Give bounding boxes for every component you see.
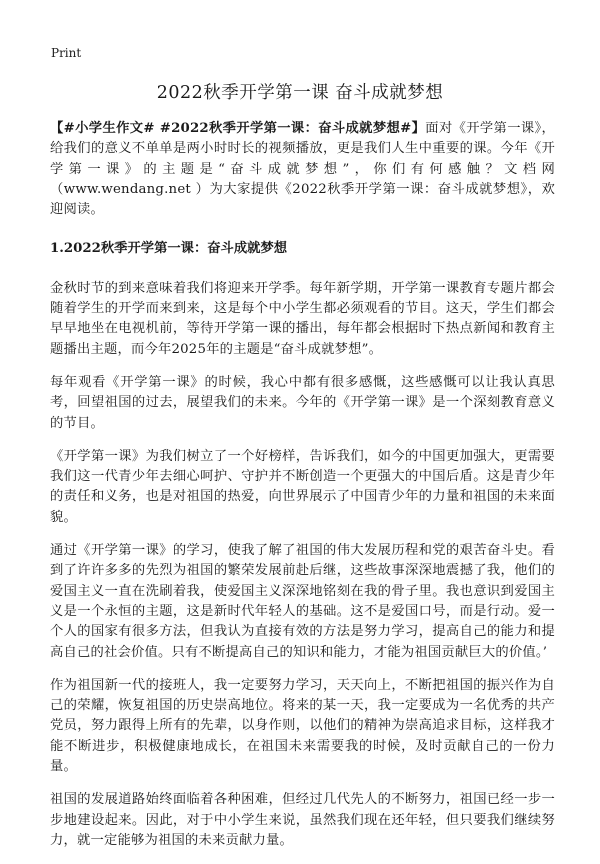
body-paragraph-5: 作为祖国新一代的接班人，我一定要努力学习，天天向上，不断把祖国的振兴作为自己的荣耀，恢复祖国的历史崇高地位。将来的某一天，我一定要成为一名优秀的共产党员，努力跟得上所有的先辈，以身作则，以他们的精神为崇高追求目标，这样我才能不断进步，积极健康地成长，在祖国未来需要我的时候，及时贡献自己的一份力量。 [50, 677, 555, 775]
section-heading: 1.2022秋季开学第一课：奋斗成就梦想 [50, 241, 288, 257]
intro-text: 面对《开学第一课》，给我们的意义不单单是两小时时长的视频播放，更是我们人生中重要的课。今年《开学第一课》的主题是“奋斗成就梦想”，你们有何感触？文档网（www.wendang.net ）为大家提供《2022秋季开学第一课：奋斗成就梦想》，欢迎阅读。 [50, 121, 556, 218]
document-content [50, 119, 555, 864]
body-paragraph-6: 祖国的发展道路始终面临着各种困难，但经过几代先人的不断努力，祖国已经一步一步地建设起来。因此，对于中小学生来说，虽然我们现在还年轻，但只要我们继续努力，就一定能够为祖国的未来贡献力量。 [50, 792, 555, 848]
intro-tag: 【#小学生作文# #2022秋季开学第一课：奋斗成就梦想#】 [50, 121, 426, 136]
page-title: 2022秋季开学第一课 奋斗成就梦想 [156, 83, 444, 103]
body-paragraph-1: 金秋时节的到来意味着我们将迎来开学季。每年新学期，开学第一课教育专题片都会随着学生的开学而来到来，这是每个中小学生都必须观看的节目。这天，学生们都会早早地坐在电视机前，等待开学第一课的播出，每年都会根据时下热点新闻和教育主题播出主题，而今年2025年的主题是“奋斗成就梦想”。 [50, 280, 555, 357]
body-paragraph-4: 通过《开学第一课》的学习，使我了解了祖国的伟大发展历程和党的艰苦奋斗史。看到了许许多多的先烈为祖国的繁荣发展前赴后继，这些故事深深地震撼了我，他们的爱国主义一直在洗刷着我，使爱国主义深深地铭刻在我的骨子里。我也意识到爱国主义是一个永恒的主题，这是新时代年轻人的基础。这不是爱国口号，而是行动。爱一个人的国家有很多方法，但我认为直接有效的方法是努力学习，提高自己的能力和提高自己的社会价值。只有不断提高自己的知识和能力，才能为祖国贡献巨大的价值。’ [50, 543, 555, 660]
intro-paragraph [50, 119, 555, 220]
body-paragraph-3: 《开学第一课》为我们树立了一个好榜样，告诉我们，如今的中国更加强大，更需要我们这一代青少年去细心呵护、守护并不断创造一个更强大的中国后盾。这是青少年的责任和义务，也是对祖国的热爱，向世界展示了中国青少年的力量和祖国的未来面貌。 [50, 448, 555, 525]
body-paragraph-2: 每年观看《开学第一课》的时候，我心中都有很多感慨，这些感慨可以让我认真思考，回望祖国的过去，展望我们的未来。今年的《开学第一课》是一个深刻教育意义的节目。 [50, 374, 555, 431]
print-link[interactable]: Print [51, 46, 82, 60]
